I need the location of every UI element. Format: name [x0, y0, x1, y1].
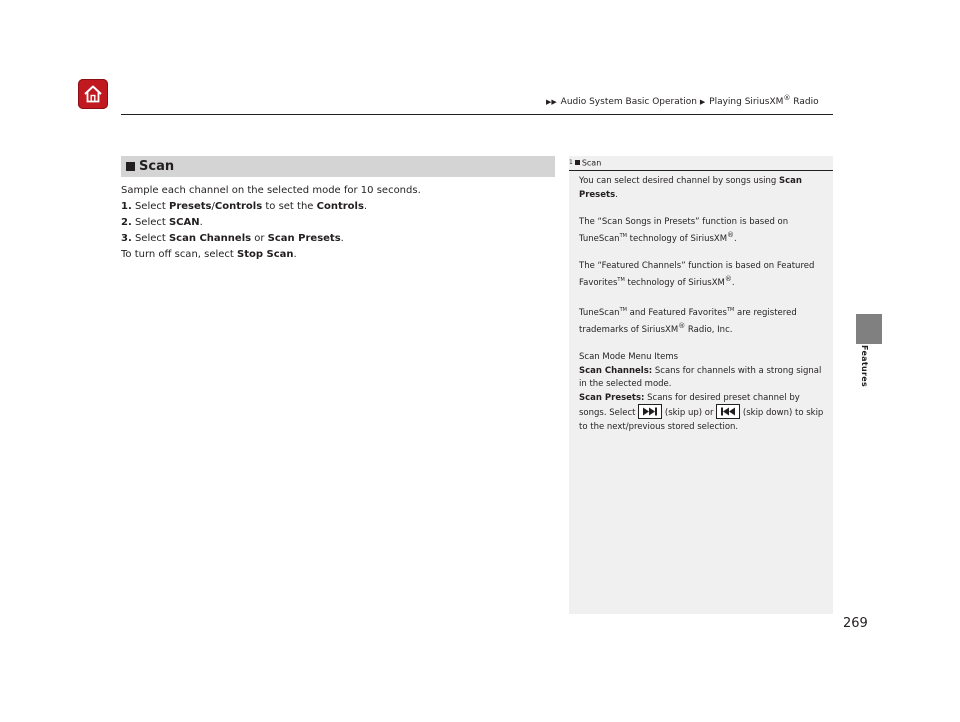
menu-items-title: Scan Mode Menu Items [579, 352, 679, 363]
breadcrumb-arrow-icon: ▶ [699, 98, 706, 106]
note-paragraph-3: The “Featured Channels” function is based on Featured Favorites™ technology of SiriusXM®. [579, 260, 815, 289]
note-marker-icon [575, 160, 580, 165]
step-1: 1. Select Presets/Controls to set the Controls. [121, 201, 368, 212]
step-3: 3. Select Scan Channels or Scan Presets. [121, 233, 344, 244]
menu-item-scan-presets: Scan Presets: Scans for desired preset channel by songs. Select (skip up) or (skip down) to skip to the next/previous stored selection. [579, 392, 824, 432]
section-body [121, 183, 551, 263]
home-button[interactable] [78, 79, 108, 109]
header-divider [121, 114, 833, 115]
sidebar-body [579, 175, 825, 434]
section-heading-bar [121, 156, 555, 177]
skip-back-icon [716, 404, 740, 419]
section-square-icon [126, 162, 135, 171]
breadcrumb-arrow-icon: ▶▶ [546, 98, 557, 106]
breadcrumb-item-siriusxm[interactable]: Playing SiriusXM® Radio [709, 94, 819, 107]
intro-text: Sample each channel on the selected mode for 10 seconds. [121, 185, 421, 196]
features-tab[interactable] [856, 314, 882, 344]
note-paragraph-2: The “Scan Songs in Presets” function is based on TuneScan™ technology of SiriusXM®. [579, 216, 789, 244]
note-number: 1 [569, 159, 573, 166]
page-number: 269 [843, 616, 868, 631]
outro-text: To turn off scan, select Stop Scan. [121, 249, 297, 260]
breadcrumb [546, 94, 819, 107]
menu-item-scan-channels: Scan Channels: Scans for channels with a strong signal in the selected mode. [579, 365, 822, 390]
features-label: Features [860, 345, 869, 388]
breadcrumb-item-basic-operation[interactable]: Audio System Basic Operation [560, 97, 697, 107]
note-paragraph-1: You can select desired channel by songs using Scan Presets. [579, 176, 802, 200]
step-2: 2. Select SCAN. [121, 217, 203, 228]
skip-forward-icon [638, 404, 662, 419]
home-icon [82, 83, 104, 105]
notes-sidebar [569, 156, 833, 614]
note-paragraph-4: TuneScan™ and Featured Favorites™ are registered trademarks of SiriusXM® Radio, Inc. [579, 307, 797, 336]
sidebar-header [569, 156, 833, 171]
section-title: Scan [139, 159, 175, 174]
sidebar-title: Scan [581, 158, 602, 168]
